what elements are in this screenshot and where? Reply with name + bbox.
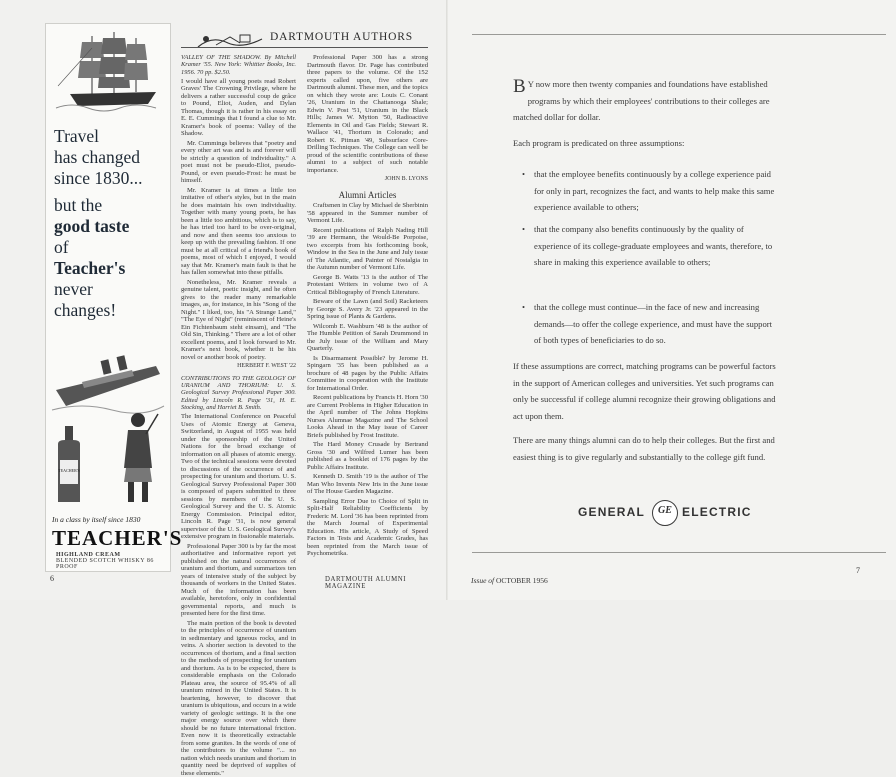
ad-copy-line: of bbox=[54, 237, 69, 257]
ad-sub-line: BLENDED SCOTCH WHISKY 86 PROOF bbox=[56, 558, 154, 570]
drop-cap: B bbox=[513, 76, 526, 97]
reviewer-signature: HERBERT F. WEST '22 bbox=[237, 363, 296, 370]
ad-headline bbox=[54, 126, 166, 321]
issue-date: OCTOBER 1956 bbox=[496, 576, 548, 585]
article-paragraph: Recent publications of Ralph Nading Hill '39 are Hermann, the Would-Be Porpoise, two excerpts from his forthcoming book, Window in the Sea in the June and July issue of The Atlantic, and Painter of Nostalgia in the Autumn number of Vermont Life. bbox=[307, 226, 428, 271]
article-paragraph: Sampling Error Due to Choice of Split in Split-Half Reliability Coefficients by Frederic M. Lord '36 has been reprinted from the March Journal of Experimental Education. His article, A Study of Speed Factors in Tests and Academic Grades, has been reprinted from the March issue of Psychometrika. bbox=[307, 497, 428, 557]
alumni-articles-title: Alumni Articles bbox=[338, 189, 397, 200]
review-paragraph: Professional Paper 300 has a strong Dartmouth flavor. Dr. Page has contributed three papers to the volume. Of the 152 experts called upon, five others are Dartmouth alumni. These men, and the topics on which they wrote are: Louis C. Conant '26, Uranium in the Chattanooga Shale; Edwin V. Post '51, Uranium in the Black Hills; James W. Mytton '50, Radioactive Elements in Oil and Gas Fields; Stewart R. Wallace '41, Thorium in Colorado; and Robert K. Pitman '49, Subsurface Core-Drilling Techniques. The College can well be proud of the scientific contributions of these alumni to a subject of such notable importance. bbox=[307, 54, 428, 174]
article-paragraph: Kenneth D. Smith '19 is the author of The Man Who Invents New Iris in the June issue of The House Garden Magazine. bbox=[307, 473, 428, 495]
magazine-footer: DARTMOUTH ALUMNI MAGAZINE bbox=[325, 576, 407, 590]
highland-piper-illustration bbox=[116, 410, 160, 504]
ad-copy-line: Travel bbox=[54, 126, 100, 146]
ad-brand: TEACHER'S bbox=[52, 526, 183, 550]
top-rule bbox=[472, 34, 886, 35]
ad-tagline: In a class by itself since 1830 bbox=[52, 515, 141, 524]
review-paragraph: Mr. Cummings believes that "poetry and every other art was and is and forever will be strictly a question of individuality." A poet must not be pseudo-Eliot, pseudo-Pound, or even pseudo-Frost: he must be himself. bbox=[181, 139, 296, 185]
ad-copy-line: good taste bbox=[54, 216, 130, 236]
ad-subtitle bbox=[56, 552, 166, 570]
article-paragraph: The Hard Money Crusade by Bertrand Gross '30 and Wilfred Lumer has been published as a booklet of 176 pages by the Public Affairs Institute. bbox=[307, 441, 428, 471]
article-paragraph: Beware of the Lawn (and Soil) Racketeers by George S. Avery Jr. '23 appeared in the Spring issue of Plants & Gardens. bbox=[307, 298, 428, 320]
issue-footer bbox=[471, 576, 548, 585]
page-number: 7 bbox=[856, 566, 860, 575]
bottom-rule bbox=[472, 552, 886, 553]
ocean-liner-illustration bbox=[52, 340, 164, 420]
book-reviews-column-2 bbox=[307, 54, 428, 560]
issue-label: Issue of bbox=[471, 576, 495, 585]
article-paragraph: Is Disarmament Possible? by Jerome H. Spingarn '35 has been published as a brochure of 48 pages by the Public Affairs Committee in cooperation with the Institute for International Order. bbox=[307, 354, 428, 392]
assumption-item: • that the employee benefits continuously by a college experience paid for only in part, recognizes the fact, and wants to help make this same experience available to others; bbox=[520, 166, 780, 216]
teachers-advertisement bbox=[45, 23, 183, 572]
ad-copy-line: changes! bbox=[54, 300, 117, 320]
review-paragraph: Mr. Kramer is at times a little too imitative of other's styles, but in the main he does maintain his own individuality. Together with many young poets, he has been a little too ambitious, which is to say, he has tried too hard to be over-original, and now and then seems too anxious to keep up with the prevailing fashion. If one must be at all critical of a friend's book of poems, most of which I enjoyed, I would say that Mr. Kramer's main fault is that he has fallen somewhat into these pitfalls. bbox=[181, 186, 296, 277]
book-reviews-column-1 bbox=[181, 54, 297, 777]
ge-monogram-logo bbox=[652, 500, 678, 526]
article-paragraph: Craftsmen in Clay by Michael de Sherbinin '58 appeared in the Summer number of Vermont Life. bbox=[307, 202, 429, 224]
ge-wordmark-right: ELECTRIC bbox=[682, 505, 752, 519]
sailing-ship-illustration bbox=[52, 28, 164, 114]
review-heading: VALLEY OF THE SHADOW. By Mitchell Kramer '55. New York: Whittier Books, Inc. 1956. 70 pp. $2.50. bbox=[181, 54, 296, 76]
closing-paragraph: There are many things alumni can do to help their colleges. But the first and easiest thing is to give regularly and substantially to the college gift fund. bbox=[513, 435, 775, 462]
ad-copy-line: has changed bbox=[54, 147, 141, 167]
article-paragraph: Recent publications by Francis H. Horn '30 are Current Problems in Higher Education in the April number of The Johns Hopkins Nurses Alumnae Magazine and The School Looks Ahead in the May issue of Career Briefs published by Frost Institute. bbox=[307, 394, 428, 439]
ge-monogram-text: GE bbox=[658, 505, 672, 516]
ad-copy-line: never bbox=[54, 279, 93, 299]
review-paragraph: Nonetheless, Mr. Kramer reveals a genuine talent, poetic insight, and he often gives to the reader many remarkable images, as, for instance, in his "Song of the Night." I liked, too, his "A Strange Land," "The Eye of Night" (reminiscent of Heine's Ein Fichtenbaum steht einsam), and "The Old Sin, Thinking." There are a lot of other excellent poems, and I look forward to Mr. Kramer's next book, whether it be his novel or another book of poetry. bbox=[181, 278, 296, 361]
page-number: 6 bbox=[50, 574, 54, 583]
ad-copy-line: Teacher's bbox=[54, 258, 126, 278]
ad-copy-line: but the bbox=[54, 195, 103, 215]
bottle-label: TEACHER'S bbox=[58, 468, 80, 473]
reviewer-signature: JOHN B. LYONS bbox=[384, 176, 428, 182]
assumptions-intro: Each program is predicated on three assumptions: bbox=[513, 138, 685, 148]
review-heading: CONTRIBUTIONS TO THE GEOLOGY OF URANIUM AND THORIUM: U. S. Geological Survey Professional Paper 300. Edited by Lincoln R. Page '31, H. E. Stocking, and Harriet B. Smith. bbox=[181, 374, 296, 412]
ad-sub-line: HIGHLAND CREAM bbox=[56, 552, 121, 558]
whisky-bottle-illustration bbox=[52, 426, 86, 504]
matching-paragraph: If these assumptions are correct, matching programs can be powerful factors in the support of American colleges and universities. Yet such programs can only be successful if college alumni recognize their growing obligations and act upon them. bbox=[513, 361, 776, 421]
article-paragraph: George B. Watts '13 is the author of The Protestant Writers in volume two of A Critical Bibliography of French Literature. bbox=[307, 273, 428, 296]
intro-text: Y now more then twenty companies and foundations have established programs by which their employees' contributions to their colleges are matched dollar for dollar. bbox=[513, 79, 770, 123]
assumption-item: • that the company also benefits continuously by the quality of experience of its college-graduate employees and wants, therefore, to share in making this experience available to others; bbox=[520, 221, 780, 271]
review-paragraph: The International Conference on Peaceful Uses of Atomic Energy at Geneva, Switzerland, in August of 1955 was held under the sponsorship of the United Nations for the broad exchange of information on all phases of atomic energy. Two of the technical sessions were devoted to discussions of the occurrence of and prospecting for uranium and thorium. U. S. Geological Survey Professional Paper 300 is composed of papers submitted to three sessions by members of the U. S. Geological Survey and the U. S. Atomic Energy Commission. Principal editor, Lincoln R. Page '31, is now general supervisor of the U. S. Geological Survey's extensive program in fissionable materials. bbox=[181, 413, 296, 541]
intro-paragraph bbox=[513, 76, 778, 126]
review-paragraph: Professional Paper 300 is by far the most authoritative and informative report yet published on the natural occurrences of uranium and thorium, and summarizes ten years of intensive study of the subject by thousands of workers in the United States. Much of the information has been available, heretofore, only in confidential governmental reports, and much is presented here for the first time. bbox=[181, 542, 296, 618]
ad-copy-line: since 1830... bbox=[54, 168, 143, 188]
review-paragraph: I would have all young poets read Robert Graves' The Crowning Privilege, where he delivers a rather successful coup de grâce to Pound, Eliot, Auden, and Dylan Thomas, though it is rather in his essay on E. E. Cummings that I found a clue to Mr. Kramer's book of poems: Valley of the Shadow. bbox=[181, 77, 296, 138]
review-paragraph: The main portion of the book is devoted to the principles of occurrence of uranium in sedimentary and igneous rocks, and in veins. A shorter section is devoted to the occurrences of thorium, and a final section to the methods of prospecting for uranium and thorium. As is to be expected, there is considerable emphasis on the Colorado Plateau area, the source of 95.4% of all uranium mined in the United States. It is heartening, however, to discover that uranium is ubiquitous, and occurs in a wide variety of geologic settings. It is the one major energy source over which there should be no future international friction. Even now it is theoretically extractable from some granites. In the words of one of the contributors to the volume "... no nation which needs uranium and thorium in quantity need be deprived of supplies of these elements." bbox=[181, 619, 297, 777]
section-title: DARTMOUTH AUTHORS bbox=[270, 31, 413, 43]
header-rule bbox=[181, 47, 428, 48]
assumption-item: • that the college must continue—in the face of new and increasing demands—to offer the college experience, and must have the support of both types of beneficiaries to do so. bbox=[520, 299, 780, 349]
ge-wordmark-left: GENERAL bbox=[578, 505, 646, 519]
article-paragraph: Wilcomb E. Washburn '48 is the author of The Humble Petition of Sarah Drummond in the July issue of the William and Mary Quarterly. bbox=[307, 322, 428, 352]
